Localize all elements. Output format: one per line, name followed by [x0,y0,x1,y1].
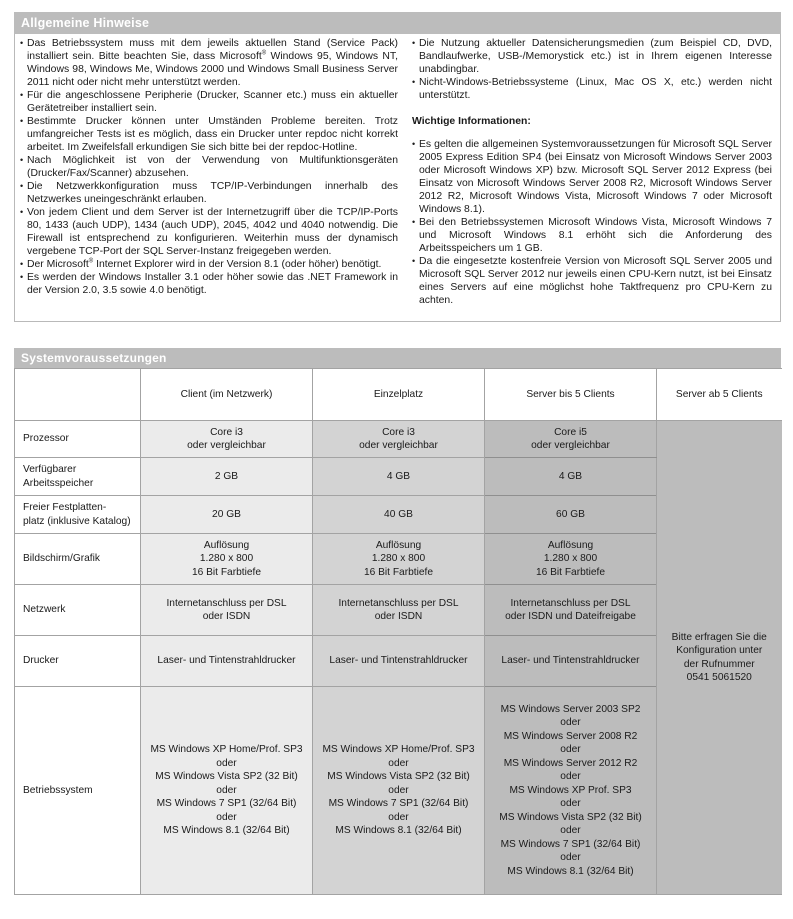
row-label: Netzwerk [15,585,141,636]
cell-client: 20 GB [141,496,313,534]
cell-single: 4 GB [313,458,485,496]
note-item: • Nicht-Windows-Betriebssysteme (Linux, Mac OS X, etc.) werden nicht unterstützt. [412,76,772,102]
note-item: • Das Betriebssystem muss mit dem jeweils aktuellen Stand (Service Pack) installiert sein. Bitte beachten Sie, dass Microsoft® Windows 95, Windows NT, Windows 98, Windows Me, Windows 2000 und Windows Small Business Server 2011 nicht oder nicht mehr unterstützt werden. [20,37,398,89]
row-label: Freier Festplatten- platz (inklusive Katalog) [15,496,141,534]
general-notes-title: Allgemeine Hinweise [14,12,781,34]
row-label: Drucker [15,636,141,687]
cell-single: Core i3 oder vergleichbar [313,421,485,458]
system-requirements-title: Systemvoraussetzungen [14,348,781,368]
cell-server-large-note: Bitte erfragen Sie die Konfiguration unter der Rufnummer 0541 5061520 [657,421,782,895]
important-info-heading: Wichtige Informationen: [412,116,531,127]
important-item: • Es gelten die allgemeinen Systemvoraussetzungen für Microsoft SQL Server 2005 Express Edition SP4 (bei Einsatz von Microsoft Windows Server 2003 oder Microsoft Windows XP) bzw. Microsoft SQL Server 2012 Express (bei Einsatz von Microsoft Windows Server 2008 R2, Microsoft Windows Server 2012 R2, Microsoft Windows Vista, Microsoft Windows 7 oder Microsoft Windows 8.1). [412,138,772,216]
note-item: • Die Nutzung aktueller Datensicherungsmedien (zum Beispiel CD, DVD, Bandlaufwerke, USB-/Memorystick etc.) ist in Ihrem eigenen Interesse unabdingbar. [412,37,772,76]
cell-single: Internetanschluss per DSL oder ISDN [313,585,485,636]
cell-client: MS Windows XP Home/Prof. SP3 oder MS Windows Vista SP2 (32 Bit) oder MS Windows 7 SP1 (32/64 Bit) oder MS Windows 8.1 (32/64 Bit) [141,687,313,895]
note-item: • Bestimmte Drucker können unter Umständen Probleme bereiten. Trotz umfangreicher Tests ist es möglich, dass ein Drucker unter repdoc nicht korrekt arbeitet. Im Zweifelsfall erkundigen Sie sich bitte bei der repdoc-Hotline. [20,115,398,154]
cell-client: Laser- und Tintenstrahldrucker [141,636,313,687]
row-label: Bildschirm/Grafik [15,534,141,585]
general-notes-box [14,12,781,322]
note-item: • Der Microsoft® Internet Explorer wird in der Version 8.1 (oder höher) benötigt. [20,258,398,271]
system-requirements-section [14,348,781,895]
cell-server-small: Laser- und Tintenstrahldrucker [485,636,657,687]
cell-single: Laser- und Tintenstrahldrucker [313,636,485,687]
cell-server-small: MS Windows Server 2003 SP2 oder MS Windows Server 2008 R2 oder MS Windows Server 2012 R2 oder MS Windows XP Prof. SP3 oder MS Windows Vista SP2 (32 Bit) oder MS Windows 7 SP1 (32/64 Bit) oder MS Windows 8.1 (32/64 Bit) [485,687,657,895]
column-header-server-large: Server ab 5 Clients [657,369,782,421]
system-requirements-table [14,368,782,895]
cell-server-small: 60 GB [485,496,657,534]
table-header-row [15,369,782,421]
cell-server-small: 4 GB [485,458,657,496]
important-item: • Da die eingesetzte kostenfreie Version von Microsoft SQL Server 2005 und Microsoft SQL Server 2012 nur jeweils einen CPU-Kern nutzt, ist bei Einsatz eines Servers auf eine möglichst hohe Taktfrequenz pro CPU-Kern zu achten. [412,255,772,307]
cell-single: 40 GB [313,496,485,534]
general-notes-left-column [20,37,398,307]
column-header-empty [15,369,141,421]
column-header-single: Einzelplatz [313,369,485,421]
note-item: • Die Netzwerkkonfiguration muss TCP/IP-Verbindungen innerhalb des Netzwerkes uneingeschränkt erlauben. [20,180,398,206]
column-header-server-small: Server bis 5 Clients [485,369,657,421]
cell-server-small: Auflösung 1.280 x 800 16 Bit Farbtiefe [485,534,657,585]
note-item: • Von jedem Client und dem Server ist der Internetzugriff über die TCP/IP-Ports 80, 1433 (auch UDP), 1434 (auch UDP), 2045, 4042 und 4040 notwendig. Die Firewall ist entsprechend zu konfigurieren. Weiterhin muss der dynamisch vergebene TCP-Port der SQL Server-Instanz freigegeben werden. [20,206,398,258]
row-label: Verfügbarer Arbeitsspeicher [15,458,141,496]
note-item: • Für die angeschlossene Peripherie (Drucker, Scanner etc.) muss ein aktueller Gerätetreiber installiert sein. [20,89,398,115]
note-item: • Nach Möglichkeit ist von der Verwendung von Multifunktionsgeräten (Drucker/Fax/Scanner) abzusehen. [20,154,398,180]
note-item: • Es werden der Windows Installer 3.1 oder höher sowie das .NET Framework in der Version 2.0, 3.5 sowie 4.0 benötigt. [20,271,398,297]
cell-client: Internetanschluss per DSL oder ISDN [141,585,313,636]
cell-single: MS Windows XP Home/Prof. SP3 oder MS Windows Vista SP2 (32 Bit) oder MS Windows 7 SP1 (32/64 Bit) oder MS Windows 8.1 (32/64 Bit) [313,687,485,895]
table-row-processor [15,421,782,458]
cell-client: 2 GB [141,458,313,496]
cell-client: Core i3 oder vergleichbar [141,421,313,458]
important-item: • Bei den Betriebssystemen Microsoft Windows Vista, Microsoft Windows 7 und Microsoft Windows 8.1 erhöht sich die Anforderung des Arbeitsspeichers um 1 GB. [412,216,772,255]
cell-single: Auflösung 1.280 x 800 16 Bit Farbtiefe [313,534,485,585]
row-label: Prozessor [15,421,141,458]
row-label: Betriebssystem [15,687,141,895]
cell-client: Auflösung 1.280 x 800 16 Bit Farbtiefe [141,534,313,585]
cell-server-small: Core i5 oder vergleichbar [485,421,657,458]
cell-server-small: Internetanschluss per DSL oder ISDN und Dateifreigabe [485,585,657,636]
general-notes-right-column [412,37,772,307]
column-header-client: Client (im Netzwerk) [141,369,313,421]
